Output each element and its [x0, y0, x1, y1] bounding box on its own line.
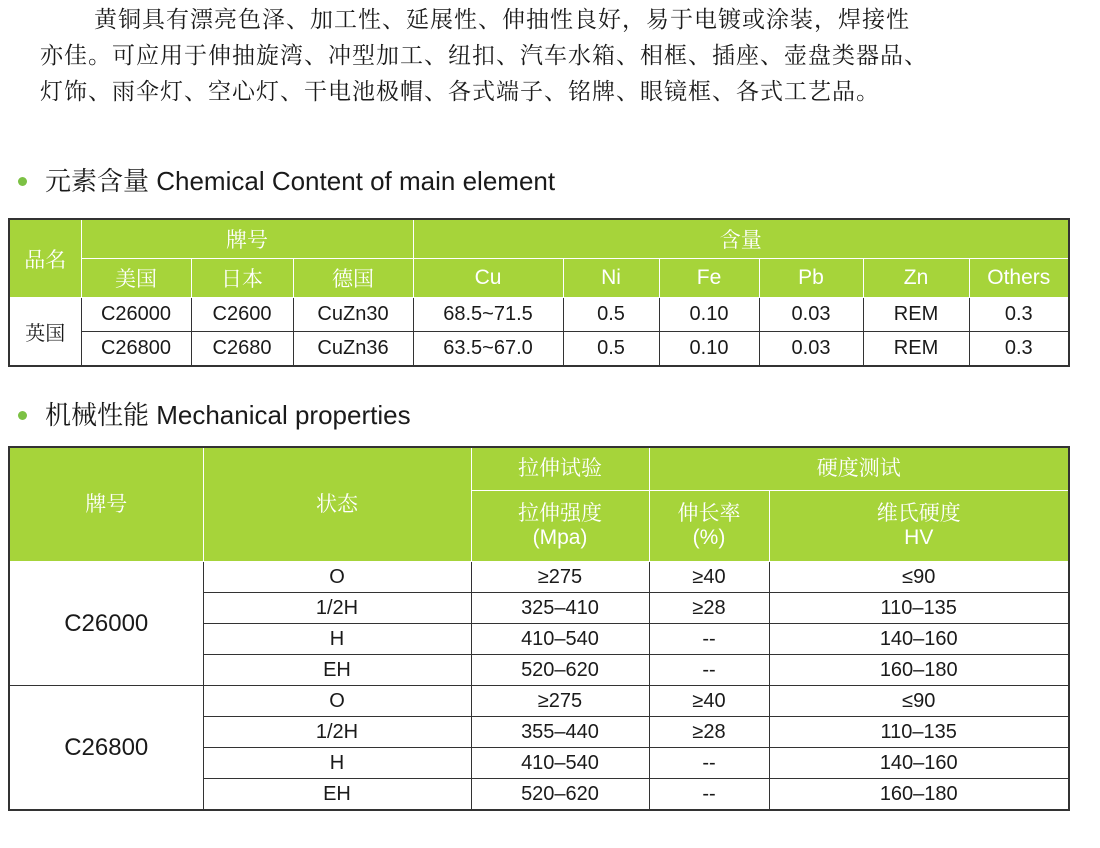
header-germany: 德国 [293, 259, 413, 298]
table-cell: C2600 [191, 298, 293, 332]
mechanical-section-title [18, 400, 411, 430]
table-row [9, 562, 1069, 593]
table-cell: -- [649, 779, 769, 811]
elongation-unit: (%) [692, 526, 726, 549]
table-cell: -- [649, 655, 769, 686]
table-cell: -- [649, 748, 769, 779]
table-cell: 63.5~67.0 [413, 332, 563, 367]
table-cell: C2680 [191, 332, 293, 367]
table-cell: ≥40 [649, 562, 769, 593]
table-cell: 140–160 [769, 748, 1069, 779]
mechanical-properties-table [8, 446, 1070, 811]
chemical-section-title [18, 166, 555, 196]
bullet-dot-icon [18, 177, 27, 186]
vickers-unit: HV [904, 526, 934, 549]
table-cell: 0.3 [969, 332, 1069, 367]
tensile-strength-label: 拉伸强度 [518, 502, 602, 525]
intro-line: 灯饰、雨伞灯、空心灯、干电池极帽、各式端子、铭牌、眼镜框、各式工艺品。 [40, 79, 880, 105]
table-cell: H [203, 748, 471, 779]
header-ni: Ni [563, 259, 659, 298]
header-fe: Fe [659, 259, 759, 298]
header-state: 状态 [203, 447, 471, 562]
table-cell: 355–440 [471, 717, 649, 748]
header-tensile-strength [471, 491, 649, 562]
table-cell: 1/2H [203, 717, 471, 748]
table-cell: ≤90 [769, 562, 1069, 593]
header-usa: 美国 [81, 259, 191, 298]
table-cell: 0.10 [659, 298, 759, 332]
header-pb: Pb [759, 259, 863, 298]
table-cell: ≥28 [649, 717, 769, 748]
table-cell: ≤90 [769, 686, 1069, 717]
table-cell: EH [203, 655, 471, 686]
intro-paragraph [40, 2, 1090, 110]
table-cell: 140–160 [769, 624, 1069, 655]
table-cell: ≥40 [649, 686, 769, 717]
table-cell: 410–540 [471, 748, 649, 779]
header-content: 含量 [413, 219, 1069, 259]
grade-cell: C26800 [9, 686, 203, 811]
table-row [9, 686, 1069, 717]
table-cell: 0.10 [659, 332, 759, 367]
header-tensile-test: 拉伸试验 [471, 447, 649, 491]
table-cell: REM [863, 298, 969, 332]
table-cell: CuZn30 [293, 298, 413, 332]
header-grade: 牌号 [81, 219, 413, 259]
table-cell: C26800 [81, 332, 191, 367]
table-cell: 410–540 [471, 624, 649, 655]
intro-line: 亦佳。可应用于伸抽旋湾、冲型加工、纽扣、汽车水箱、相框、插座、壶盘类器品、 [40, 43, 928, 69]
header-others: Others [969, 259, 1069, 298]
table-cell: 110–135 [769, 593, 1069, 624]
table-cell: 0.03 [759, 298, 863, 332]
table-cell: 110–135 [769, 717, 1069, 748]
table-cell: REM [863, 332, 969, 367]
vickers-label: 维氏硬度 [876, 502, 961, 525]
table-cell: -- [649, 624, 769, 655]
header-zn: Zn [863, 259, 969, 298]
header-vickers [769, 491, 1069, 562]
product-group-cell: 英国 [9, 298, 81, 367]
tensile-strength-unit: (Mpa) [532, 526, 588, 549]
elongation-label: 伸长率 [677, 502, 741, 525]
table-cell: 1/2H [203, 593, 471, 624]
header-product-name: 品名 [9, 219, 81, 298]
table-cell: CuZn36 [293, 332, 413, 367]
table-cell: 160–180 [769, 655, 1069, 686]
table-cell: 325–410 [471, 593, 649, 624]
table-cell: 0.5 [563, 298, 659, 332]
table-cell: ≥275 [471, 686, 649, 717]
mechanical-title-text: 机械性能 Mechanical properties [45, 400, 411, 430]
table-cell: EH [203, 779, 471, 811]
table-cell: 160–180 [769, 779, 1069, 811]
table-cell: ≥28 [649, 593, 769, 624]
table-cell: O [203, 562, 471, 593]
table-cell: 520–620 [471, 779, 649, 811]
chemical-title-text: 元素含量 Chemical Content of main element [45, 166, 556, 196]
header-hardness-test: 硬度测试 [649, 447, 1069, 491]
grade-cell: C26000 [9, 562, 203, 686]
table-cell: 68.5~71.5 [413, 298, 563, 332]
table-cell: 0.03 [759, 332, 863, 367]
table-cell: ≥275 [471, 562, 649, 593]
table-cell: 520–620 [471, 655, 649, 686]
bullet-dot-icon [18, 411, 27, 420]
header-cu: Cu [413, 259, 563, 298]
table-row [9, 332, 1069, 367]
chemical-content-table [8, 218, 1070, 367]
header-grade: 牌号 [9, 447, 203, 562]
table-cell: O [203, 686, 471, 717]
table-cell: 0.3 [969, 298, 1069, 332]
intro-line: 黄铜具有漂亮色泽、加工性、延展性、伸抽性良好，易于电镀或涂装，焊接性 [94, 7, 910, 33]
table-cell: 0.5 [563, 332, 659, 367]
table-cell: C26000 [81, 298, 191, 332]
header-elongation [649, 491, 769, 562]
header-japan: 日本 [191, 259, 293, 298]
table-cell: H [203, 624, 471, 655]
table-row [9, 298, 1069, 332]
